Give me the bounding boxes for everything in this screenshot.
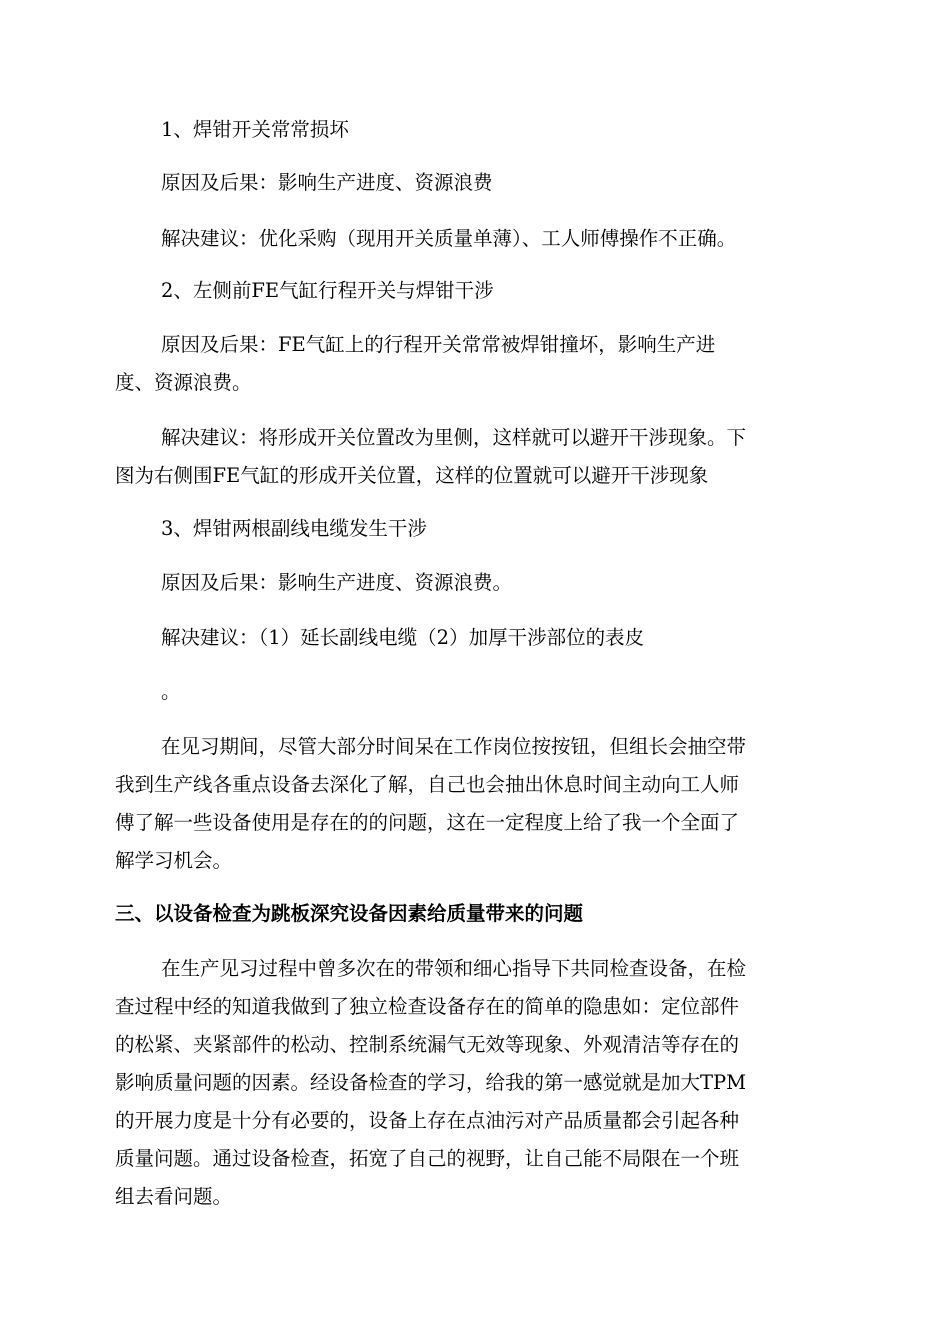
inspection-line: 组去看问题。 [115, 1185, 233, 1208]
section3-heading: 三、以设备检查为跳板深究设备因素给质量带来的问题 [115, 902, 584, 925]
inspection-line: 的开展力度是十分有必要的，设备上存在点油污对产品质量都会引起各种 [115, 1109, 740, 1132]
internship-line: 我到生产线各重点设备去深化了解，自己也会抽出休息时间主动向工人师 [115, 773, 740, 796]
item2-cause-line: 度、资源浪费。 [115, 371, 252, 394]
item1-title: 1、焊钳开关常常损坏 [161, 118, 349, 141]
inspection-line: 查过程中经的知道我做到了独立检查设备存在的简单的隐患如：定位部件 [115, 995, 740, 1018]
inspection-line: 的松紧、夹紧部件的松动、控制系统漏气无效等现象、外观清洁等存在的 [115, 1033, 740, 1056]
item2-solution-line: 解决建议：将形成开关位置改为里侧，这样就可以避开干涉现象。下 [161, 426, 747, 449]
inspection-paragraph [115, 950, 835, 1216]
item3-solution: 解决建议：（1）延长副线电缆（2）加厚干涉部位的表皮 [161, 626, 645, 649]
item2-solution-line: 图为右侧围FE气缸的形成开关位置，这样的位置就可以避开干涉现象 [115, 464, 709, 487]
item2-cause [115, 326, 835, 402]
inspection-line: 影响质量问题的因素。经设备检查的学习，给我的第一感觉就是加大TPM [115, 1071, 747, 1094]
item1-solution: 解决建议：优化采购（现用开关质量单薄）、工人师傅操作不正确。 [161, 227, 737, 250]
internship-line: 傅了解一些设备使用是存在的的问题，这在一定程度上给了我一个全面了 [115, 811, 740, 834]
lone-period: 。 [161, 680, 181, 703]
item2-title: 2、左侧前FE气缸行程开关与焊钳干涉 [161, 279, 494, 302]
item3-title: 3、焊钳两根副线电缆发生干涉 [161, 517, 427, 540]
item1-cause: 原因及后果：影响生产进度、资源浪费 [161, 171, 493, 194]
inspection-line: 质量问题。通过设备检查，拓宽了自己的视野，让自己能不局限在一个班 [115, 1147, 740, 1170]
internship-line: 在见习期间，尽管大部分时间呆在工作岗位按按钮，但组长会抽空带 [161, 735, 747, 758]
internship-paragraph [115, 728, 835, 880]
item3-cause: 原因及后果：影响生产进度、资源浪费。 [161, 571, 513, 594]
internship-line: 解学习机会。 [115, 849, 233, 872]
item2-cause-line: 原因及后果：FE气缸上的行程开关常常被焊钳撞坏，影响生产进 [161, 333, 716, 356]
item2-solution [115, 419, 835, 495]
inspection-line: 在生产见习过程中曾多次在的带领和细心指导下共同检查设备，在检 [161, 957, 747, 980]
